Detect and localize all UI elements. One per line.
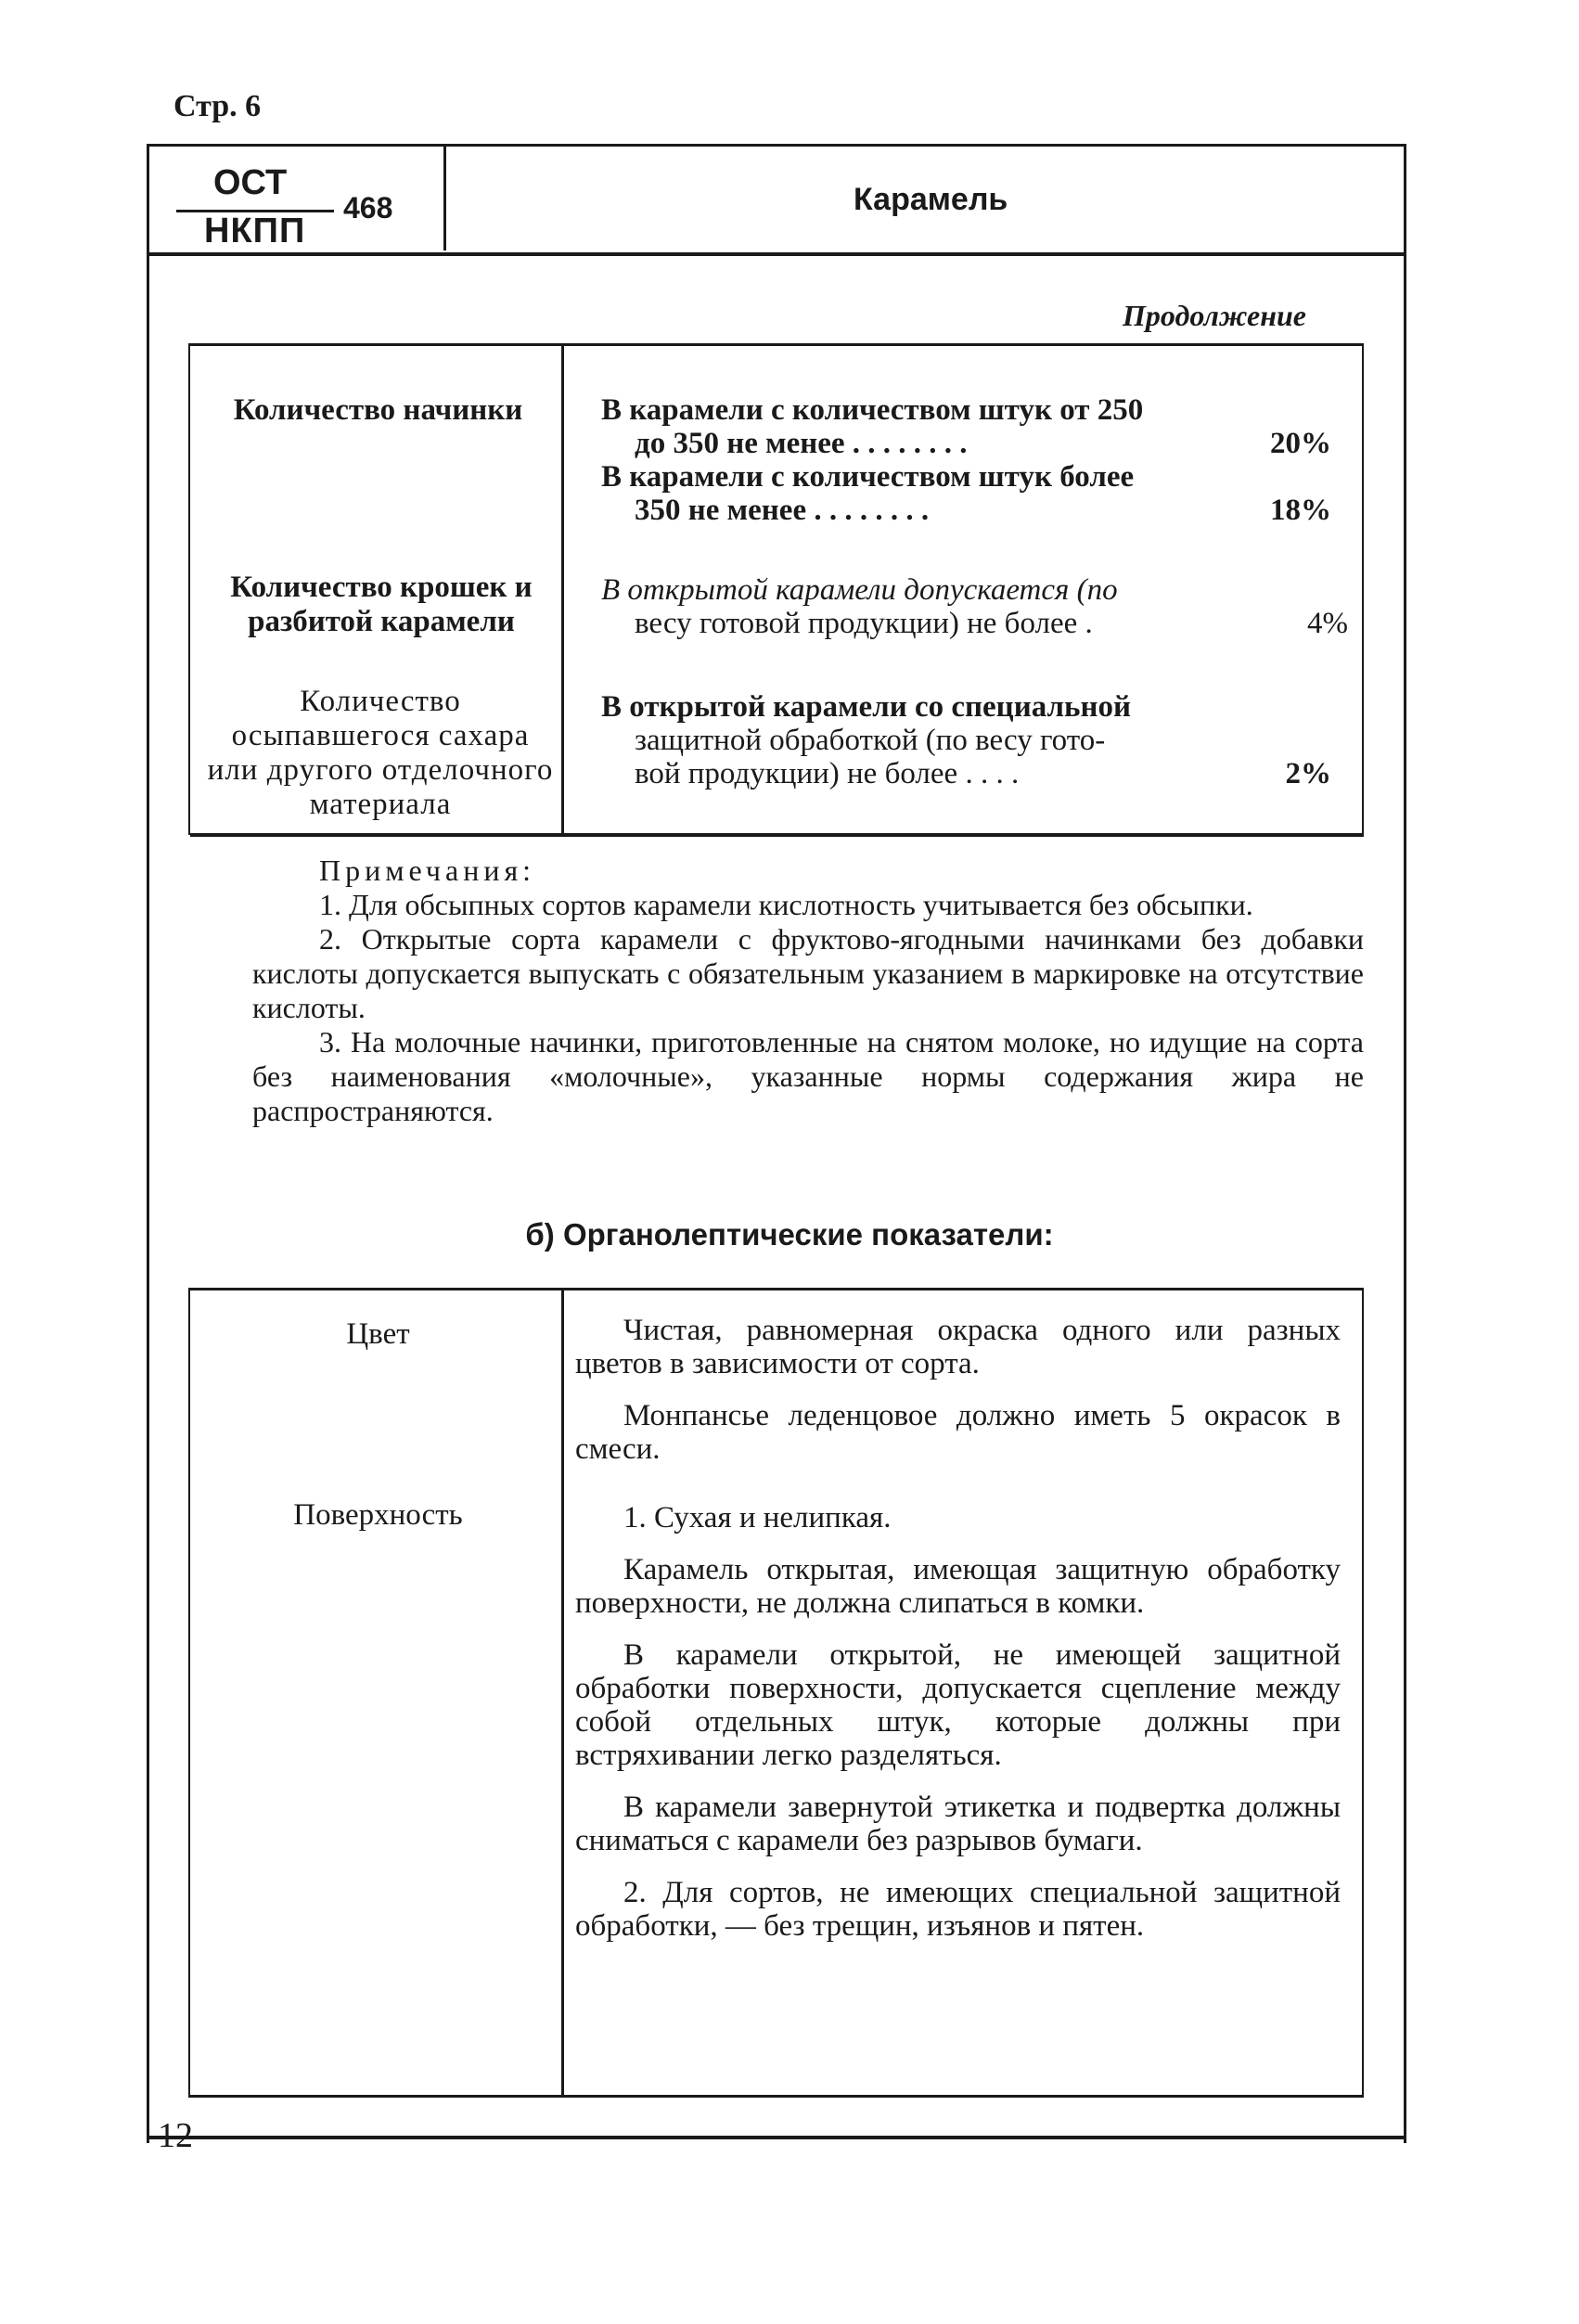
header-left-border bbox=[147, 144, 149, 2143]
description-paragraph: В карамели открытой, не имеющей защитной обработки поверхности, допускается сцепление между собой отдельных штук, которые должны при встряхивании легко разделяться. bbox=[575, 1638, 1341, 1772]
description-paragraph: В карамели завернутой этикетка и подвертка должны сниматься с карамели без разрывов бумаги. bbox=[575, 1791, 1341, 1857]
continued-label: Продолжение bbox=[1123, 299, 1306, 332]
row-text-line: вой продукции) не более . . . . bbox=[635, 757, 1020, 790]
row-value: 4% bbox=[1307, 607, 1348, 640]
row-text-line: до 350 не менее . . . . . . . . bbox=[635, 427, 968, 460]
table1-divider bbox=[561, 343, 564, 835]
bottom-page-number: 12 bbox=[158, 2116, 193, 2155]
row-text-line: В открытой карамели допускается (по bbox=[601, 573, 1118, 607]
standard-bottom: НКПП bbox=[204, 212, 306, 250]
note-item: 3. На молочные начинки, приготовленные на снятом молоке, но идущие на сорта без наименования «молочные», указанные нормы содержания жира не распространяются. bbox=[252, 1025, 1364, 1127]
row-text-line: 350 не менее . . . . . . . . bbox=[635, 494, 930, 527]
description-paragraph: 2. Для сортов, не имеющих специальной защитной обработки, — без трещин, изъянов и пятен. bbox=[575, 1876, 1341, 1943]
row-label-surface: Поверхность bbox=[293, 1498, 463, 1532]
description-paragraph: Монпансье леденцовое должно иметь 5 окрасок в смеси. bbox=[575, 1399, 1341, 1466]
row-label-color: Цвет bbox=[346, 1317, 410, 1351]
header-top-rule bbox=[148, 144, 1406, 147]
table2-left-border bbox=[188, 1288, 190, 2098]
row-text-line: В карамели с количеством штук от 250 bbox=[601, 393, 1144, 427]
standard-top: ОСТ bbox=[213, 163, 288, 202]
row-text-line: весу готовой продукции) не более . bbox=[635, 607, 1093, 640]
row-label-crumbs: Количество крошек и разбитой карамели bbox=[230, 571, 533, 638]
surface-description bbox=[575, 1501, 1341, 1943]
standard-number: 468 bbox=[343, 191, 393, 225]
table2-top-rule bbox=[190, 1288, 1364, 1290]
table1-left-border bbox=[188, 343, 190, 835]
row-label-sugar: Количество осыпавшегося сахара или другого отделочного материала bbox=[207, 685, 554, 821]
table2-divider bbox=[561, 1288, 564, 2098]
table2-bottom-rule bbox=[190, 2095, 1364, 2098]
row-text-line: защитной обработкой (по весу гото- bbox=[635, 724, 1106, 757]
notes-block bbox=[252, 854, 1364, 1128]
table1-bottom-rule bbox=[190, 833, 1364, 837]
table2-right-border bbox=[1362, 1288, 1364, 2098]
notes-heading: Примечания: bbox=[319, 854, 536, 887]
note-item: 1. Для обсыпных сортов карамели кислотность учитывается без обсыпки. bbox=[319, 888, 1253, 921]
page-label: Стр. 6 bbox=[173, 89, 262, 123]
color-description bbox=[575, 1314, 1341, 1466]
table1-top-rule bbox=[190, 343, 1364, 346]
description-paragraph: 1. Сухая и нелипкая. bbox=[623, 1501, 892, 1534]
page-bottom-rule bbox=[148, 2136, 1406, 2139]
row-value: 2% bbox=[1285, 757, 1331, 790]
row-value: 20% bbox=[1270, 427, 1331, 460]
note-item: 2. Открытые сорта карамели с фруктово-ягодными начинками без добавки кислоты допускается выпускать с обязательным указанием в маркировке на отсутствие кислоты. bbox=[252, 922, 1364, 1024]
description-paragraph: Карамель открытая, имеющая защитную обработку поверхности, не должна слипаться в комки. bbox=[575, 1553, 1341, 1620]
document-title: Карамель bbox=[854, 182, 1008, 217]
standard-designation bbox=[176, 158, 455, 260]
row-text-line: В открытой карамели со специальной bbox=[601, 690, 1131, 724]
section-title: б) Органолептические показатели: bbox=[525, 1217, 1054, 1252]
row-text-line: В карамели с количеством штук более bbox=[601, 460, 1135, 494]
row-label-filling: Количество начинки bbox=[233, 393, 523, 427]
description-paragraph: Чистая, равномерная окраска одного или разных цветов в зависимости от сорта. bbox=[575, 1314, 1341, 1380]
row-value: 18% bbox=[1270, 494, 1331, 527]
header-right-border bbox=[1404, 144, 1406, 2143]
table1-right-border bbox=[1362, 343, 1364, 835]
